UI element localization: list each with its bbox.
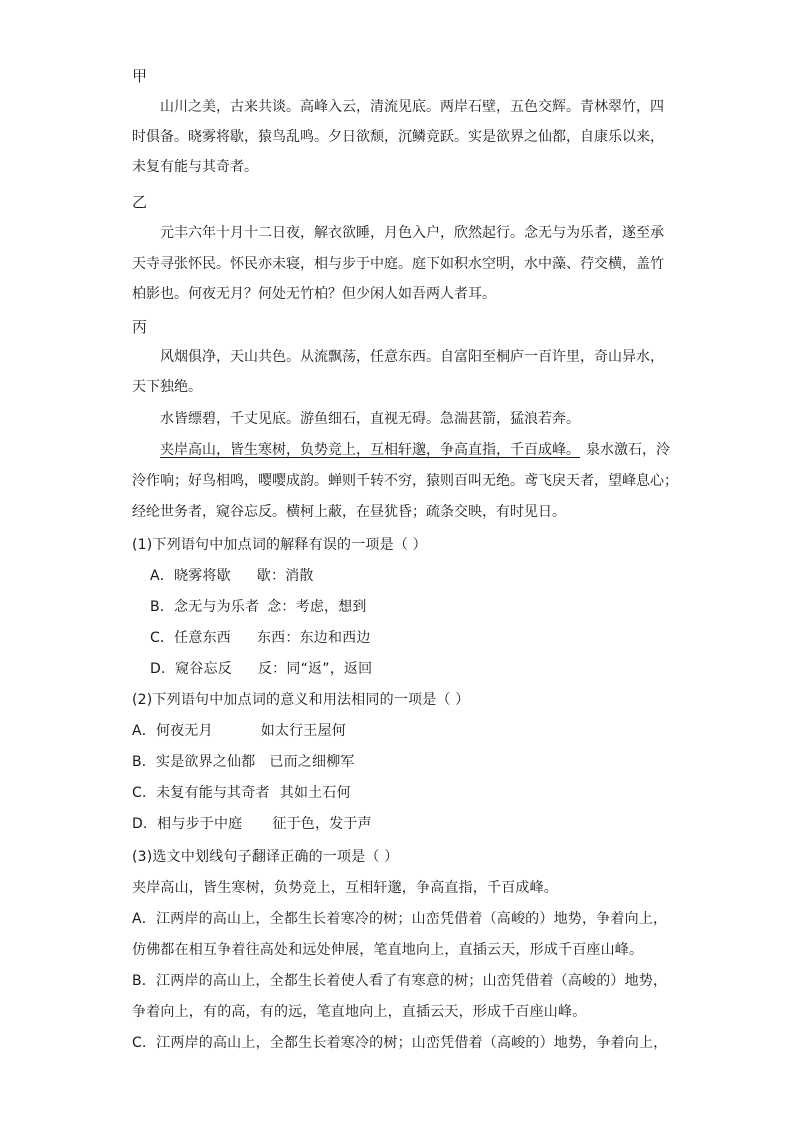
- question-3-option-line: A．江两岸的高山上，全都生长着寒冷的树；山峦凭借着（高峻的）地势，争着向上，: [132, 911, 668, 927]
- question-2-option-a: [132, 721, 346, 741]
- question-3-option-line: B．江两岸的高山上，全都生长着使人看了有寒意的树；山峦凭借着（高峻的）地势，: [132, 973, 668, 989]
- question-1-option-b: [150, 597, 367, 617]
- question-2-option-d: [132, 814, 372, 834]
- question-1-option-d: [150, 659, 372, 679]
- option-gloss: 东西：东边和西边: [256, 630, 371, 646]
- question-1-stem: (1)下列语句中加点词的解释有误的一项是（ ）: [132, 537, 427, 553]
- option-text: B．念无与为乐者: [150, 599, 260, 615]
- passage-line: 经纶世务者，窥谷忘反。横柯上蔽，在昼犹昏；疏条交映，有时见日。: [132, 504, 566, 520]
- passage-line: 泠作响；好鸟相鸣，嘤嘤成韵。蝉则千转不穷，猿则百叫无绝。鸢飞戾天者，望峰息心；: [132, 473, 678, 489]
- option-gloss: 反：同“返”，返回: [257, 661, 373, 677]
- passage-line: 水皆缥碧，千丈见底。游鱼细石，直视无碍。急湍甚箭，猛浪若奔。: [160, 411, 580, 427]
- option-pair: 已而之细柳军: [269, 754, 355, 770]
- option-text: A．晓雾将歇: [150, 568, 231, 584]
- question-3-option-line: C．江两岸的高山上，全都生长着寒冷的树；山峦凭借着（高峻的）地势，争着向上，: [132, 1035, 668, 1051]
- option-text: D．窥谷忘反: [150, 661, 232, 677]
- passage-line: 风烟俱净，天山共色。从流飘荡，任意东西。自富阳至桐庐一百许里，奇山异水，: [160, 349, 664, 365]
- option-pair: 其如土石何: [279, 785, 351, 801]
- section-label-yi: 乙: [132, 193, 148, 211]
- passage-line: 柏影也。何夜无月？何处无竹柏？但少闲人如吾两人者耳。: [132, 286, 496, 302]
- passage-line: 山川之美，古来共谈。高峰入云，清流见底。两岸石壁，五色交辉。青林翠竹，四: [160, 99, 664, 115]
- passage-line: 天下独绝。: [132, 379, 202, 395]
- question-2-option-b: [132, 752, 355, 772]
- section-label-jia: 甲: [132, 67, 148, 85]
- passage-line: 时俱备。晓雾将歇，猿鸟乱鸣。夕日欲颓，沉鳞竞跃。实是欲界之仙都，自康乐以来，: [132, 129, 664, 145]
- passage-line: 未复有能与其奇者。: [132, 159, 258, 175]
- option-gloss: 歇：消散: [256, 568, 314, 584]
- passage-text: 泉水激石，泠: [586, 442, 670, 458]
- option-gloss: 念：考虑，想到: [267, 599, 367, 615]
- option-text: A．何夜无月: [132, 723, 213, 739]
- section-label-bing: 丙: [132, 318, 148, 336]
- option-text: C．任意东西: [150, 630, 231, 646]
- option-text: B．实是欲界之仙都: [132, 754, 256, 770]
- passage-line: 元丰六年十月十二日夜，解衣欲睡，月色入户，欣然起行。念无与为乐者，遂至承: [160, 225, 664, 241]
- question-1-option-c: [150, 628, 371, 648]
- option-pair: 如太行王屋何: [260, 723, 346, 739]
- passage-line-underlined: [160, 440, 670, 460]
- option-pair: 征于色，发于声: [272, 816, 372, 832]
- question-3-option-line: 仿佛都在相互争着往高处和远处伸展，笔直地向上，直插云天，形成千百座山峰。: [132, 942, 644, 958]
- question-2-option-c: [132, 783, 351, 803]
- question-3-option-line: 争着向上，有的高，有的远，笔直地向上，直插云天，形成千百座山峰。: [132, 1004, 587, 1020]
- question-3-stem: (3)选文中划线句子翻译正确的一项是（ ）: [132, 849, 399, 865]
- option-text: C．未复有能与其奇者: [132, 785, 270, 801]
- question-2-stem: (2)下列语句中加点词的意义和用法相同的一项是（ ）: [132, 692, 470, 708]
- option-text: D．相与步于中庭: [132, 816, 243, 832]
- question-1-option-a: [150, 566, 314, 586]
- passage-line: 天寺寻张怀民。怀民亦未寝，相与步于中庭。庭下如积水空明，水中藻、荇交横，盖竹: [132, 256, 664, 272]
- question-3-sentence: 夹岸高山，皆生寒树，负势竞上，互相轩邈，争高直指，千百成峰。: [132, 880, 558, 896]
- underlined-sentence: 夹岸高山，皆生寒树，负势竞上，互相轩邈，争高直指，千百成峰。: [160, 442, 580, 458]
